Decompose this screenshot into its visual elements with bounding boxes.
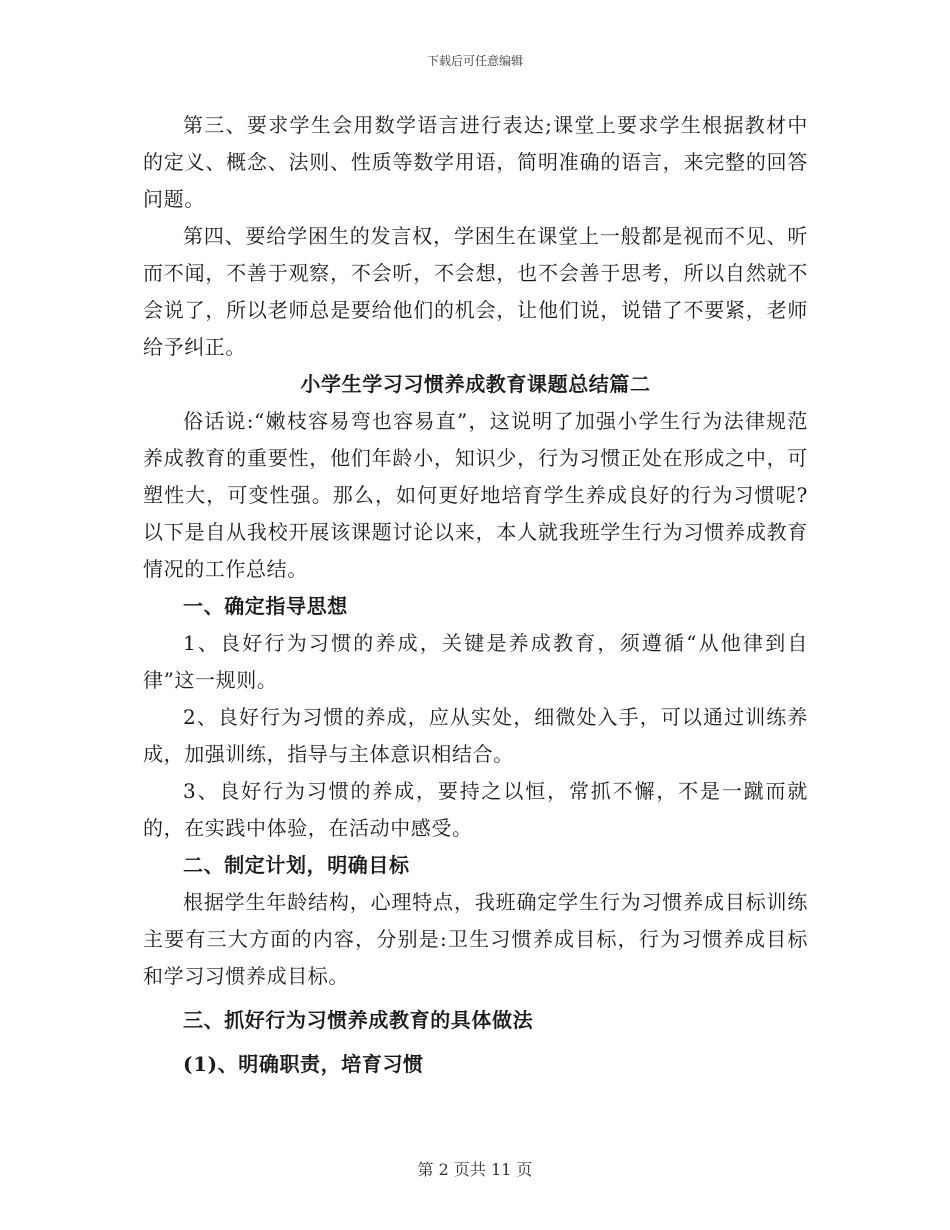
heading-guiding-thought: 一、确定指导思想 [183,594,348,618]
page-footer: 第 2 页共 11 页 [417,1160,533,1179]
heading-subsection-1: (1)、明确职责，培育习惯 [183,1052,424,1076]
section-title: 小学生学习习惯养成教育课题总结篇二 [300,372,651,396]
paragraph-point-2: 2、良好行为习惯的养成，应从实处，细微处入手，可以通过训练养成，加强训练，指导与主体意识相结合。 [143,705,808,766]
paragraph-intro: 俗话说:“嫩枝容易弯也容易直”，这说明了加强小学生行为法律规范养成教育的重要性，他们年龄小，知识少，行为习惯正处在形成之中，可塑性大，可变性强。那么，如何更好地培育学生养成良好的行为习惯呢?以下是自从我校开展该课题讨论以来，本人就我班学生行为习惯养成教育情况的工作总结。 [143,409,808,581]
document-body [143,107,808,1083]
heading-plan-goals: 二、制定计划，明确目标 [183,853,410,877]
paragraph-point-3: 3、良好行为习惯的养成，要持之以恒，常抓不懈，不是一蹴而就的，在实践中体验，在活动中感受。 [143,779,808,840]
paragraph-third-requirement: 第三、要求学生会用数学语言进行表达;课堂上要求学生根据教材中的定义、概念、法则、性质等数学用语，简明准确的语言，来完整的回答问题。 [143,113,808,211]
paragraph-point-1: 1、良好行为习惯的养成，关键是养成教育，须遵循“从他律到自律”这一规则。 [143,631,808,692]
paragraph-fourth-requirement: 第四、要给学困生的发言权，学困生在课堂上一般都是视而不见、听而不闻，不善于观察，不会听，不会想，也不会善于思考，所以自然就不会说了，所以老师总是要给他们的机会，让他们说，说错了不要紧，老师给予纠正。 [143,224,808,359]
heading-specific-methods: 三、抓好行为习惯养成教育的具体做法 [183,1008,534,1032]
page-header: 下载后可任意编辑 [426,54,523,68]
paragraph-goals: 根据学生年龄结构，心理特点，我班确定学生行为习惯养成目标训练主要有三大方面的内容，分别是:卫生习惯养成目标，行为习惯养成目标和学习习惯养成目标。 [143,890,808,988]
